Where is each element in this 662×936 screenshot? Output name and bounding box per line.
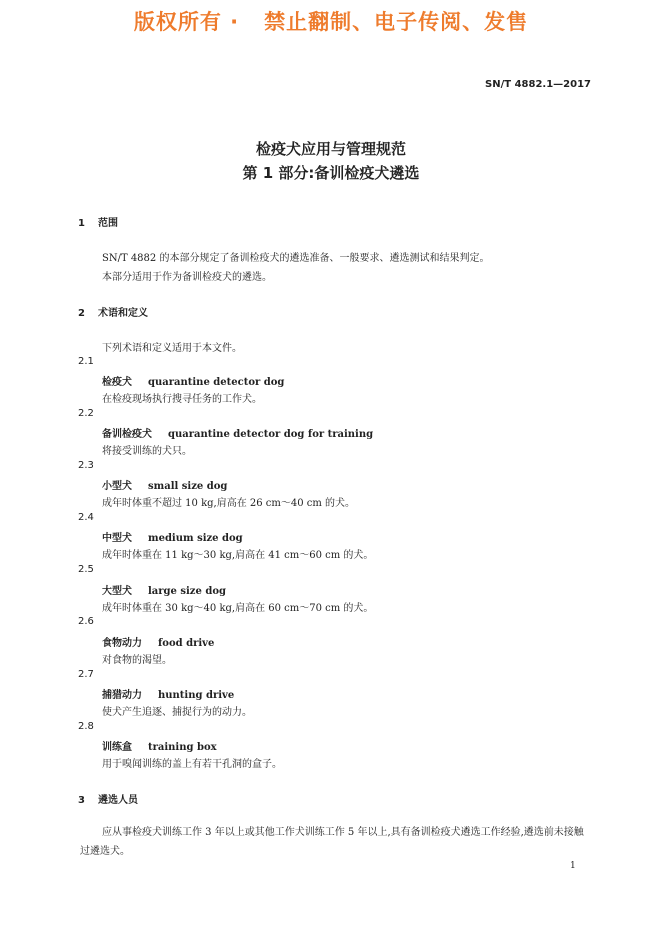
- term-chinese: 食物动力: [102, 638, 142, 649]
- section-title: 遴选人员: [98, 795, 138, 806]
- term-definition: 成年时体重不超过 10 kg,肩高在 26 cm～40 cm 的犬。: [102, 498, 356, 509]
- term-definition: 成年时体重在 11 kg～30 kg,肩高在 41 cm～60 cm 的犬。: [102, 550, 374, 561]
- term-chinese: 训练盒: [102, 742, 132, 753]
- term-entry: [102, 373, 284, 388]
- terms-intro-paragraph: 下列术语和定义适用于本文件。: [102, 343, 242, 354]
- section-title: 范围: [98, 218, 118, 229]
- term-entry: [102, 634, 214, 649]
- term-entry: [102, 582, 226, 597]
- scope-paragraph: SN/T 4882 的本部分规定了备训检疫犬的遴选准备、一般要求、遴选测试和结果判定。: [102, 253, 490, 264]
- term-definition: 对食物的渴望。: [102, 655, 172, 666]
- section-heading-personnel: [78, 791, 138, 806]
- term-english: large size dog: [148, 586, 226, 597]
- term-entry: [102, 529, 243, 544]
- term-definition: 使犬产生追逐、捕捉行为的动力。: [102, 707, 252, 718]
- standard-code: SN/T 4882.1—2017: [485, 79, 591, 90]
- personnel-paragraph: 应从事检疫犬训练工作 3 年以上或其他工作犬训练工作 5 年以上,具有备训检疫犬遴选工作经验,遴选前未接触过遴选犬。: [80, 827, 584, 857]
- term-number: 2.1: [78, 356, 94, 367]
- term-number: 2.3: [78, 460, 94, 471]
- section-heading-scope: [78, 214, 118, 229]
- term-number: 2.4: [78, 512, 94, 523]
- term-entry: [102, 686, 234, 701]
- term-english: medium size dog: [148, 533, 243, 544]
- term-chinese: 捕猎动力: [102, 690, 142, 701]
- section-number: 3: [78, 795, 85, 806]
- term-definition: 用于嗅闻训练的盖上有若干孔洞的盒子。: [102, 759, 282, 770]
- section-title: 术语和定义: [98, 308, 148, 319]
- scope-applicability-paragraph: 本部分适用于作为备训检疫犬的遴选。: [102, 272, 272, 283]
- term-chinese: 大型犬: [102, 586, 132, 597]
- term-entry: [102, 738, 217, 753]
- term-english: small size dog: [148, 481, 228, 492]
- term-number: 2.2: [78, 408, 94, 419]
- section-number: 2: [78, 308, 85, 319]
- term-chinese: 中型犬: [102, 533, 132, 544]
- term-number: 2.5: [78, 564, 94, 575]
- term-definition: 在检疫现场执行搜寻任务的工作犬。: [102, 394, 262, 405]
- watermark-text: 版权所有 · 禁止翻制、电子传阅、发售: [133, 10, 529, 34]
- term-english: food drive: [158, 638, 215, 649]
- term-english: quarantine detector dog: [148, 377, 285, 388]
- term-number: 2.8: [78, 721, 94, 732]
- term-chinese: 备训检疫犬: [102, 429, 152, 440]
- term-definition: 将接受训练的犬只。: [102, 446, 192, 457]
- term-number: 2.6: [78, 616, 94, 627]
- term-english: hunting drive: [158, 690, 235, 701]
- section-number: 1: [78, 218, 85, 229]
- term-english: quarantine detector dog for training: [168, 429, 374, 440]
- section-heading-terms: [78, 304, 148, 319]
- term-number: 2.7: [78, 669, 94, 680]
- term-entry: [102, 477, 227, 492]
- page-number: 1: [570, 861, 576, 871]
- term-entry: [102, 425, 373, 440]
- term-chinese: 小型犬: [102, 481, 132, 492]
- document-subtitle: 第 1 部分:备训检疫犬遴选: [242, 164, 420, 182]
- term-chinese: 检疫犬: [102, 377, 132, 388]
- term-definition: 成年时体重在 30 kg～40 kg,肩高在 60 cm～70 cm 的犬。: [102, 603, 374, 614]
- document-title: 检疫犬应用与管理规范: [255, 140, 406, 158]
- term-english: training box: [148, 742, 217, 753]
